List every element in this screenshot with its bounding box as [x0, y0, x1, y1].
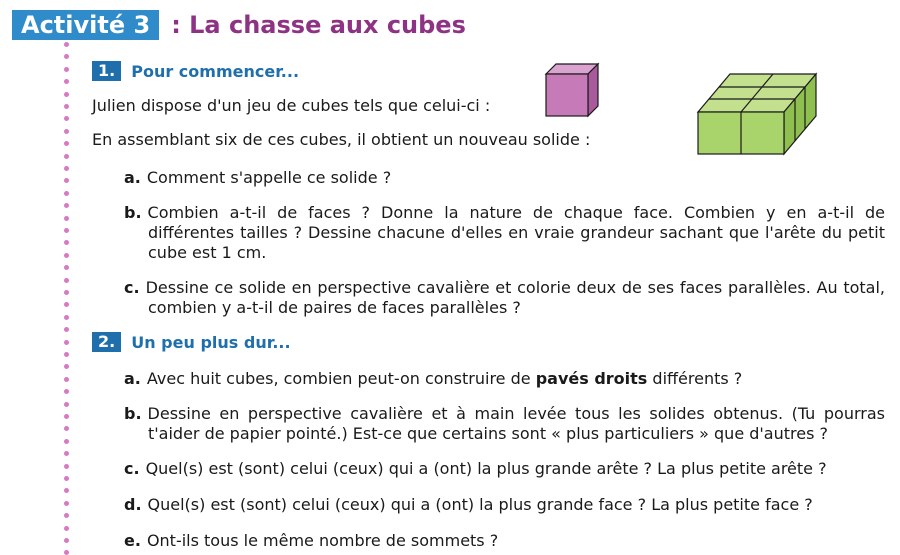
single-cube-figure	[540, 58, 604, 120]
margin-dot	[64, 352, 69, 357]
s2-question-a-bold: pavés droits	[535, 369, 648, 388]
s1-question-b-label: b.	[124, 203, 142, 222]
margin-dot	[64, 302, 69, 307]
s2-question-c-text: Quel(s) est (sont) celui (ceux) qui a (ont) la plus grande arête ? La plus petite arête ?	[145, 459, 827, 478]
intro-line-2: En assemblant six de ces cubes, il obtient un nouveau solide :	[92, 130, 591, 149]
section-1-heading	[92, 61, 299, 81]
margin-dot	[64, 54, 69, 59]
s2-question-a-text-after: différents ?	[647, 369, 743, 388]
s1-question-c-text: Dessine ce solide en perspective cavalière et colorie deux de ses faces parallèles. Au total, combien y a-t-il de paires de faces parallèles ?	[145, 278, 885, 317]
six-cube-solid-figure	[692, 70, 822, 158]
margin-dot	[64, 79, 69, 84]
margin-dot	[64, 389, 69, 394]
margin-dot	[64, 154, 69, 159]
activity-label: Activité 3	[12, 10, 159, 40]
section-2-number: 2.	[92, 332, 121, 352]
margin-dot	[64, 265, 69, 270]
margin-dot	[64, 414, 69, 419]
s2-question-e-label: e.	[124, 531, 141, 550]
s2-question-d-text: Quel(s) est (sont) celui (ceux) qui a (ont) la plus grande face ? La plus petite face ?	[147, 495, 813, 514]
margin-dot	[64, 340, 69, 345]
margin-dot	[64, 228, 69, 233]
s1-question-b-text: Combien a-t-il de faces ? Donne la nature de chaque face. Combien y en a-t-il de différentes tailles ? Dessine chacune d'elles en vraie grandeur sachant que l'arête du petit cube est 1 cm.	[147, 203, 885, 262]
margin-dot	[64, 426, 69, 431]
margin-dot	[64, 216, 69, 221]
margin-dot	[64, 42, 69, 47]
margin-dot	[64, 402, 69, 407]
s2-question-e	[124, 531, 885, 551]
s1-question-b	[124, 203, 885, 263]
margin-dot	[64, 501, 69, 506]
s2-question-e-text: Ont-ils tous le même nombre de sommets ?	[146, 531, 499, 550]
margin-dot	[64, 253, 69, 258]
intro-line-1: Julien dispose d'un jeu de cubes tels que celui-ci :	[92, 96, 491, 115]
margin-dot	[64, 315, 69, 320]
margin-dot	[64, 476, 69, 481]
section-2-title: Un peu plus dur...	[131, 332, 291, 352]
section-2-heading	[92, 332, 291, 352]
margin-dot	[64, 141, 69, 146]
margin-dot	[64, 464, 69, 469]
margin-dot	[64, 513, 69, 518]
margin-dot	[64, 116, 69, 121]
activity-header	[12, 10, 466, 40]
margin-dot	[64, 327, 69, 332]
margin-dot	[64, 550, 69, 555]
section-1-number: 1.	[92, 61, 121, 81]
margin-dot	[64, 92, 69, 97]
margin-dot	[64, 290, 69, 295]
s2-question-b-label: b.	[124, 404, 142, 423]
s1-question-c-label: c.	[124, 278, 140, 297]
margin-dot	[64, 129, 69, 134]
margin-dot	[64, 240, 69, 245]
margin-dot	[64, 377, 69, 382]
margin-dot	[64, 538, 69, 543]
section-1-title: Pour commencer...	[131, 61, 300, 81]
s1-question-c	[124, 278, 885, 318]
margin-dot	[64, 67, 69, 72]
margin-dot	[64, 488, 69, 493]
margin-dot	[64, 166, 69, 171]
s1-question-a-label: a.	[124, 168, 141, 187]
margin-dot	[64, 104, 69, 109]
s1-question-a-text: Comment s'appelle ce solide ?	[146, 168, 392, 187]
s2-question-c	[124, 459, 885, 479]
s2-question-c-label: c.	[124, 459, 140, 478]
margin-dot	[64, 203, 69, 208]
margin-dot	[64, 439, 69, 444]
s2-question-b	[124, 404, 885, 444]
s2-question-d	[124, 495, 885, 515]
s2-question-d-label: d.	[124, 495, 142, 514]
margin-dot	[64, 278, 69, 283]
s2-question-a-text-before: Avec huit cubes, combien peut-on construire de	[146, 369, 536, 388]
margin-dot	[64, 191, 69, 196]
margin-dot	[64, 526, 69, 531]
s2-question-b-text: Dessine en perspective cavalière et à main levée tous les solides obtenus. (Tu pourras t'aider de papier pointé.) Est-ce que certains sont « plus particuliers » que d'autres ?	[147, 404, 885, 443]
activity-title: : La chasse aux cubes	[171, 11, 466, 39]
margin-dot	[64, 364, 69, 369]
s1-question-a	[124, 168, 885, 188]
margin-dot	[64, 451, 69, 456]
s2-question-a	[124, 369, 885, 389]
margin-dot	[64, 178, 69, 183]
s2-question-a-label: a.	[124, 369, 141, 388]
